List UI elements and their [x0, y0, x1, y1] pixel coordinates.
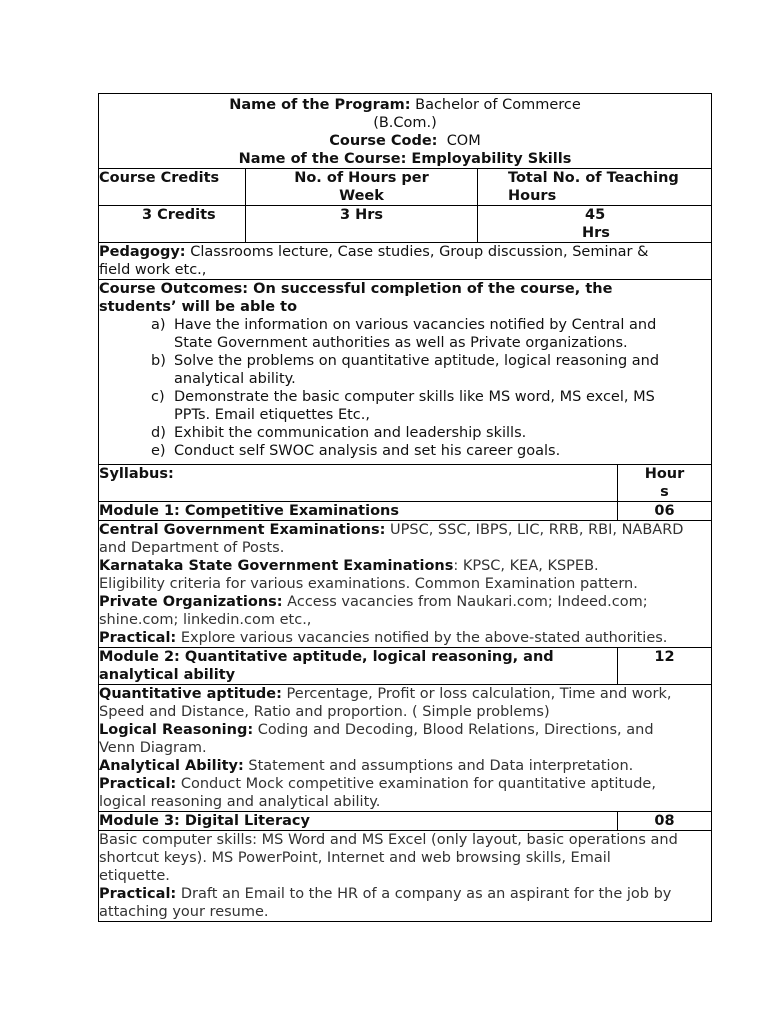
module-line-text: attaching your resume. — [99, 904, 269, 920]
credits-header-cell: Course Credits — [99, 169, 246, 206]
module-1-title-row — [99, 502, 712, 521]
credits-header-row — [99, 169, 712, 206]
pedagogy-row — [99, 243, 712, 280]
module-line — [99, 685, 711, 703]
outcome-item — [151, 388, 711, 424]
module-line-heading: Private Organizations: — [99, 594, 283, 610]
credits-values-row — [99, 206, 712, 243]
outcome-text-continued: State Government authorities as well as Private organizations. — [174, 335, 628, 351]
outcome-item — [151, 424, 711, 442]
syllabus-header-row — [99, 465, 712, 502]
module-line-text: Basic computer skills: MS Word and MS Excel (only layout, basic operations and — [99, 832, 678, 848]
module-1-title: Module 1: Competitive Examinations — [99, 502, 618, 521]
outcomes-list — [99, 316, 711, 460]
module-line — [99, 629, 711, 647]
module-line — [99, 703, 711, 721]
module-2-hours: 12 — [618, 648, 712, 685]
outcome-text: Conduct self SWOC analysis and set his career goals. — [174, 443, 561, 459]
outcome-marker: b) — [151, 353, 166, 369]
module-1-body — [99, 521, 712, 648]
module-line-text: Access vacancies from Naukari.com; Indeed.com; — [282, 594, 648, 610]
module-line — [99, 557, 711, 575]
module-line-text: Draft an Email to the HR of a company as an aspirant for the job by — [176, 886, 672, 902]
outcome-marker: e) — [151, 443, 166, 459]
module-line-text: Statement and assumptions and Data interpretation. — [243, 758, 634, 774]
module-line-text: shortcut keys). MS PowerPoint, Internet and web browsing skills, Email — [99, 850, 611, 866]
module-line — [99, 575, 711, 593]
outcome-marker: a) — [151, 317, 166, 333]
syllabus-table — [98, 93, 712, 922]
module-line — [99, 539, 711, 557]
outcome-marker: d) — [151, 425, 166, 441]
syllabus-hours-cell: Hour s — [618, 465, 712, 502]
module-3-title: Module 3: Digital Literacy — [99, 812, 618, 831]
credits-value-cell: 3 Credits — [99, 206, 246, 243]
hours-per-week-header-cell: No. of Hours per Week — [246, 169, 478, 206]
module-line-text: UPSC, SSC, IBPS, LIC, RRB, RBI, NABARD — [385, 522, 684, 538]
module-line — [99, 793, 711, 811]
module-line-text: etiquette. — [99, 868, 170, 884]
outcome-text: Solve the problems on quantitative aptitude, logical reasoning and — [174, 353, 660, 369]
module-line — [99, 593, 711, 611]
module-line-heading: Central Government Examinations: — [99, 522, 386, 538]
module-line — [99, 831, 711, 849]
module-line-text: Coding and Decoding, Blood Relations, Directions, and — [253, 722, 654, 738]
module-line-text: Percentage, Profit or loss calculation, Time and work, — [281, 686, 672, 702]
course-outcomes-cell: Course Outcomes: On successful completion of the course, the students’ will be able to a) Have the information on various vacancies notified by Central and State Government authorities as well as Private organizations. b) Solve the problems on quantitative aptitude, logical reasoning and analytical ability. c) Demonstrate the basic computer skills like MS word, MS excel, MS PPTs. Email etiquettes Etc., d) Exhibit the communication and leadership skills. e) Conduct self SWOC analysis and set his career goals. — [99, 280, 712, 465]
module-line-heading: Karnataka State Government Examinations — [99, 558, 454, 574]
module-line-text: Venn Diagram. — [99, 740, 207, 756]
module-line-heading: Practical: — [99, 630, 177, 646]
module-1-body-row — [99, 521, 712, 648]
module-2-body — [99, 685, 712, 812]
module-line — [99, 903, 711, 921]
module-2-body-row — [99, 685, 712, 812]
program-header — [99, 94, 712, 169]
outcome-item — [151, 352, 711, 388]
module-line-text: logical reasoning and analytical ability. — [99, 794, 381, 810]
outcome-item — [151, 442, 711, 460]
outcome-text: Demonstrate the basic computer skills like MS word, MS excel, MS — [174, 389, 655, 405]
module-line-text: : KPSC, KEA, KSPEB. — [453, 558, 599, 574]
module-3-hours: 08 — [618, 812, 712, 831]
module-line-text: Explore various vacancies notified by the above-stated authorities. — [176, 630, 668, 646]
outcome-text: Exhibit the communication and leadership skills. — [174, 425, 527, 441]
module-3-body — [99, 831, 712, 922]
outcome-item — [151, 316, 711, 352]
outcome-text-continued: analytical ability. — [174, 371, 296, 387]
module-line-text: Eligibility criteria for various examinations. Common Examination pattern. — [99, 576, 638, 592]
module-line-heading: Practical: — [99, 886, 177, 902]
total-hours-header-cell: Total No. of Teaching Hours — [478, 169, 712, 206]
module-line-text: shine.com; linkedin.com etc., — [99, 612, 312, 628]
module-line — [99, 849, 711, 867]
course-code: Course Code: COM — [329, 133, 481, 149]
hours-per-week-value-cell: 3 Hrs — [246, 206, 478, 243]
module-3-title-row — [99, 812, 712, 831]
module-line-text: Speed and Distance, Ratio and proportion. ( Simple problems) — [99, 704, 550, 720]
module-line — [99, 775, 711, 793]
module-line-heading: Quantitative aptitude: — [99, 686, 282, 702]
outcome-text: Have the information on various vacancies notified by Central and — [174, 317, 657, 333]
module-line-heading: Logical Reasoning: — [99, 722, 254, 738]
program-abbreviation: (B.Com.) — [373, 115, 437, 131]
module-line — [99, 867, 711, 885]
module-line-heading: Practical: — [99, 776, 177, 792]
module-line — [99, 739, 711, 757]
syllabus-label-cell: Syllabus: — [99, 465, 618, 502]
program-name: Name of the Program: Bachelor of Commerce — [229, 97, 581, 113]
module-line — [99, 757, 711, 775]
outcome-marker: c) — [151, 389, 165, 405]
course-name: Name of the Course: Employability Skills — [238, 151, 572, 167]
module-1-hours: 06 — [618, 502, 712, 521]
module-line — [99, 521, 711, 539]
pedagogy-cell: Pedagogy: Classrooms lecture, Case studies, Group discussion, Seminar & field work etc., — [99, 243, 712, 280]
program-header-row — [99, 94, 712, 169]
module-line — [99, 721, 711, 739]
module-line — [99, 885, 711, 903]
outcome-text-continued: PPTs. Email etiquettes Etc., — [174, 407, 370, 423]
course-outcomes-row — [99, 280, 712, 465]
module-2-title: Module 2: Quantitative aptitude, logical reasoning, and analytical ability — [99, 648, 618, 685]
module-line — [99, 611, 711, 629]
module-line-text: and Department of Posts. — [99, 540, 285, 556]
total-hours-value-cell: 45 Hrs — [478, 206, 712, 243]
module-2-title-row — [99, 648, 712, 685]
module-3-body-row — [99, 831, 712, 922]
module-line-heading: Analytical Ability: — [99, 758, 244, 774]
module-line-text: Conduct Mock competitive examination for quantitative aptitude, — [176, 776, 656, 792]
syllabus-document — [98, 93, 711, 922]
